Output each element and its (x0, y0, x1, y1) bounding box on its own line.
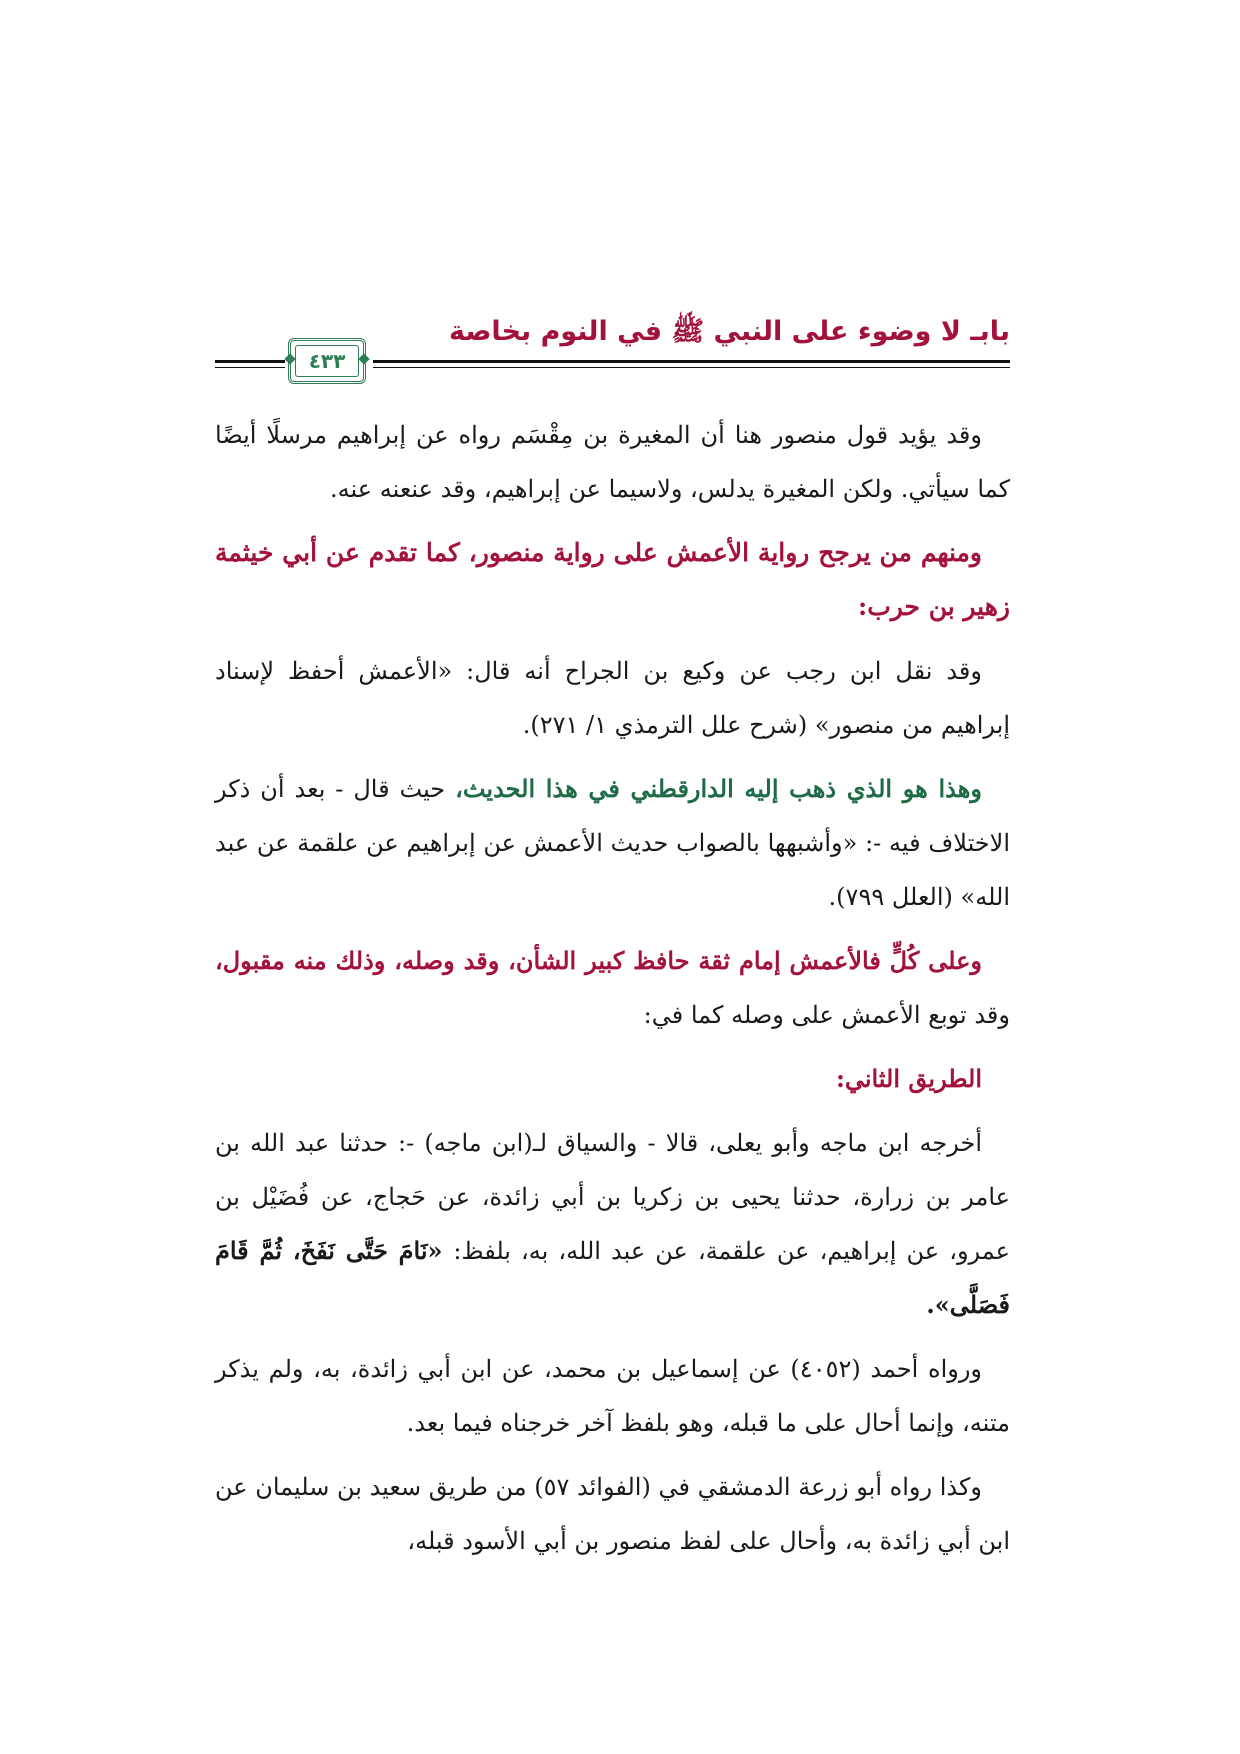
header-rule-left-thin (215, 367, 285, 368)
page-content (215, 408, 1010, 1578)
chapter-title: بابـ لا وضوء على النبي ﷺ في النوم بخاصة (448, 316, 1010, 347)
paragraph-text: أخرجه ابن ماجه وأبو يعلى، قالا - والسياق لـ(ابن ماجه) -: حدثنا عبد الله بن عامر بن زرارة، حدثنا يحيى بن زكريا بن أبي زائدة، عن حَجاج، عن فُضَيْل بن عمرو، عن إبراهيم، عن علقمة، عن عبد الله، به، بلفظ: (215, 1129, 1010, 1265)
page-header (215, 308, 1010, 388)
subsection-heading: الطريق الثاني: (835, 1064, 982, 1093)
paragraph-text: وقد توبع الأعمش على وصله كما في: (643, 1001, 1010, 1029)
header-rule-right-thin (373, 367, 1010, 368)
section-heading: ومنهم من يرجح رواية الأعمش على رواية منصور، كما تقدم عن أبي خيثمة زهير بن حرب: (215, 538, 1010, 621)
badge-ornament-icon (358, 353, 369, 364)
header-rule-left-thick (215, 360, 285, 363)
page-number-badge (288, 338, 366, 384)
header-rule-right-thick (373, 360, 1010, 363)
paragraph: وقد نقل ابن رجب عن وكيع بن الجراح أنه قال: «الأعمش أحفظ لإسناد إبراهيم من منصور» (شرح علل الترمذي ١/ ٢٧١). (215, 657, 1010, 739)
paragraph: ورواه أحمد (٤٠٥٢) عن إسماعيل بن محمد، عن ابن أبي زائدة، به، ولم يذكر متنه، وإنما أحال على ما قبله، وهو بلفظ آخر خرجناه فيما بعد. (215, 1355, 1010, 1437)
emphasis-text: وعلى كُلٍّ فالأعمش إمام ثقة حافظ كبير الشأن، وقد وصله، وذلك منه مقبول، (215, 946, 982, 975)
paragraph-text: حيث قال - بعد أن ذكر الاختلاف فيه -: «وأشبهها بالصواب حديث الأعمش عن إبراهيم عن علقمة عن عبد الله» (العلل ٧٩٩). (215, 775, 1010, 911)
paragraph (215, 762, 1010, 924)
emphasis-text: وهذا هو الذي ذهب إليه الدارقطني في هذا الحديث، (455, 774, 982, 803)
page-number: ٤٣٣ (308, 349, 346, 373)
badge-ornament-icon (284, 353, 295, 364)
paragraph (215, 1116, 1010, 1332)
paragraph: وكذا رواه أبو زرعة الدمشقي في (الفوائد ٥٧) من طريق سعيد بن سليمان عن ابن أبي زائدة به، وأحال على لفظ منصور بن أبي الأسود قبله، (215, 1473, 1010, 1555)
paragraph (215, 934, 1010, 1042)
hadith-quote: «نَامَ حَتَّى نَفَخَ، ثُمَّ قَامَ فَصَلَّى». (215, 1236, 1010, 1319)
paragraph: وقد يؤيد قول منصور هنا أن المغيرة بن مِقْسَم رواه عن إبراهيم مرسلًا أيضًا كما سيأتي. ولكن المغيرة يدلس، ولاسيما عن إبراهيم، وقد عنعنه عنه. (215, 421, 1010, 503)
